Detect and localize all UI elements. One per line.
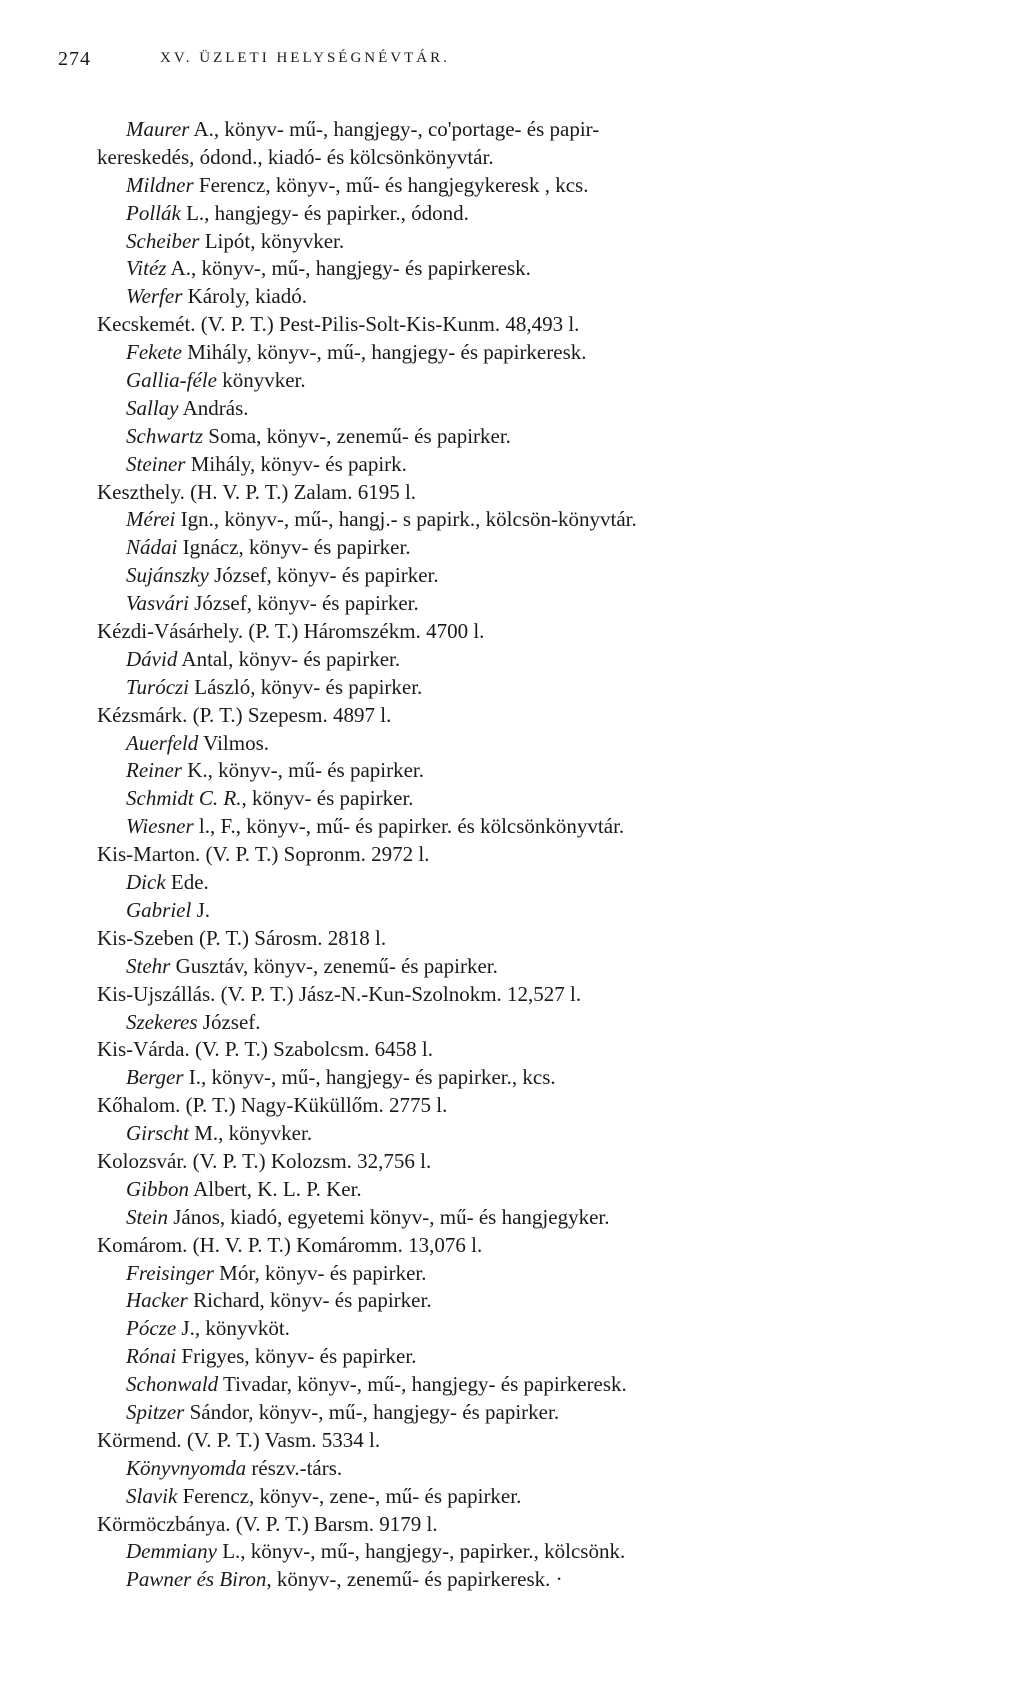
town-heading [0, 479, 1024, 507]
town-heading [0, 618, 1024, 646]
directory-entry [0, 200, 1024, 228]
entry-text: K., könyv-, mű- és papirker. [181, 758, 425, 783]
running-title: XV. ÜZLETI HELYSÉGNÉVTÁR. [160, 50, 450, 66]
entry-name: Pawner és Biron [126, 1567, 267, 1592]
town-text: Kecskemét. (V. P. T.) Pest-Pilis-Solt-Kis-Kunm. 48,493 l. [97, 312, 580, 337]
directory-entry [0, 1204, 1024, 1232]
entry-name: Reiner [126, 758, 182, 783]
entry-name: Schwartz [126, 423, 204, 448]
entry-text: Ignácz, könyv- és papirker. [177, 535, 411, 560]
town-heading [0, 1036, 1024, 1064]
town-heading [0, 1511, 1024, 1539]
directory-entry [0, 730, 1024, 758]
entry-text: kereskedés, ódond., kiadó- és kölcsönkönyvtár. [97, 144, 494, 169]
entry-name: Wiesner [126, 814, 194, 839]
directory-entry [0, 255, 1024, 283]
directory-entry [0, 451, 1024, 479]
directory-entry [0, 897, 1024, 925]
entry-name: Slavik [126, 1483, 178, 1508]
directory-entry [0, 1343, 1024, 1371]
entry-text: Ign., könyv-, mű-, hangj.- s papirk., kölcsön-könyvtár. [175, 507, 637, 532]
town-heading [0, 1092, 1024, 1120]
directory-entry [0, 367, 1024, 395]
entry-text: könyvker. [216, 368, 306, 393]
directory-entry [0, 1009, 1024, 1037]
entry-text: l., F., könyv-, mű- és papirker. és kölcsönkönyvtár. [193, 814, 625, 839]
town-heading [0, 1232, 1024, 1260]
entry-text: J., könyvköt. [176, 1316, 290, 1341]
entry-name: Könyvnyomda [126, 1455, 247, 1480]
entry-name: Sallay [126, 395, 179, 420]
directory-entry [0, 953, 1024, 981]
directory-entry [0, 785, 1024, 813]
directory-entry [0, 869, 1024, 897]
entry-name: Schonwald [126, 1372, 219, 1397]
directory-entry [0, 228, 1024, 256]
entry-name: Fekete [126, 340, 182, 365]
entry-text: József, könyv- és papirker. [208, 563, 439, 588]
entry-text: A., könyv-, mű-, hangjegy- és papirkeresk. [166, 256, 531, 281]
entry-text: András. [178, 395, 249, 420]
entry-name: Gabriel [126, 897, 192, 922]
entry-text: Károly, kiadó. [182, 284, 307, 309]
directory-entry [0, 1371, 1024, 1399]
entry-name: Gibbon [126, 1176, 189, 1201]
entry-text: részv.-társ. [246, 1455, 343, 1480]
entry-name: Mildner [126, 172, 194, 197]
entry-text: Lipót, könyvker. [199, 228, 345, 253]
directory-entry [0, 423, 1024, 451]
directory-entry [0, 1176, 1024, 1204]
directory-entry [0, 172, 1024, 200]
entry-text: Mihály, könyv-, mű-, hangjegy- és papirkeresk. [181, 340, 587, 365]
entry-text: Richard, könyv- és papirker. [187, 1288, 432, 1313]
entry-continuation [0, 144, 1024, 172]
entry-name: Spitzer [126, 1399, 185, 1424]
directory-entry [0, 590, 1024, 618]
entry-text: Mór, könyv- és papirker. [213, 1260, 427, 1285]
page-header [58, 42, 964, 74]
directory-entry [0, 1483, 1024, 1511]
entry-name: Berger [126, 1065, 184, 1090]
page-number: 274 [58, 48, 91, 70]
town-text: Kolozsvár. (V. P. T.) Kolozsm. 32,756 l. [97, 1148, 432, 1173]
directory-entry [0, 562, 1024, 590]
entry-name: Werfer [126, 284, 183, 309]
entry-text: János, kiadó, egyetemi könyv-, mű- és hangjegyker. [168, 1204, 610, 1229]
entry-text: Soma, könyv-, zenemű- és papirker. [203, 423, 511, 448]
directory-entry [0, 1566, 1024, 1594]
town-heading [0, 311, 1024, 339]
town-text: Keszthely. (H. V. P. T.) Zalam. 6195 l. [97, 479, 417, 504]
entry-name: Steiner [126, 451, 186, 476]
town-text: Kis-Várda. (V. P. T.) Szabolcsm. 6458 l. [97, 1037, 433, 1062]
directory-entry [0, 1315, 1024, 1343]
town-text: Kőhalom. (P. T.) Nagy-Küküllőm. 2775 l. [97, 1093, 448, 1118]
town-text: Kézdi-Vásárhely. (P. T.) Háromszékm. 4700 l. [97, 619, 485, 644]
directory-entry [0, 757, 1024, 785]
entry-text: Albert, K. L. P. Ker. [189, 1176, 362, 1201]
entry-text: Tivadar, könyv-, mű-, hangjegy- és papirkeresk. [218, 1372, 627, 1397]
directory-entry [0, 813, 1024, 841]
directory-entry [0, 1260, 1024, 1288]
entry-name: Auerfeld [126, 730, 199, 755]
town-heading [0, 702, 1024, 730]
entry-text: M., könyvker. [189, 1121, 313, 1146]
entry-name: Turóczi [126, 674, 190, 699]
entry-name: Stehr [126, 953, 171, 978]
town-text: Körmend. (V. P. T.) Vasm. 5334 l. [97, 1427, 381, 1452]
town-text: Kézsmárk. (P. T.) Szepesm. 4897 l. [97, 702, 392, 727]
entry-name: Hacker [126, 1288, 188, 1313]
town-heading [0, 841, 1024, 869]
entry-text: Vilmos. [198, 730, 270, 755]
entry-name: Schmidt C. R. [126, 786, 242, 811]
directory-entry [0, 1538, 1024, 1566]
entry-text: J. [191, 897, 211, 922]
entry-text: Frigyes, könyv- és papirker. [176, 1344, 417, 1369]
entry-text: Gusztáv, könyv-, zenemű- és papirker. [170, 953, 498, 978]
entry-text: L., könyv-, mű-, hangjegy-, papirker., kölcsönk. [216, 1539, 626, 1564]
town-text: Körmöczbánya. (V. P. T.) Barsm. 9179 l. [97, 1511, 438, 1536]
entry-text: Ede. [165, 870, 209, 895]
entry-name: Stein [126, 1204, 168, 1229]
entry-name: Scheiber [126, 228, 200, 253]
entry-text: Sándor, könyv-, mű-, hangjegy- és papirker. [184, 1399, 560, 1424]
directory-entry [0, 339, 1024, 367]
town-heading [0, 981, 1024, 1009]
entry-name: Vitéz [126, 256, 167, 281]
directory-entry [0, 116, 1024, 144]
directory-entry [0, 1120, 1024, 1148]
entry-name: Sujánszky [126, 563, 209, 588]
entry-text: Antal, könyv- és papirker. [177, 646, 401, 671]
entry-name: Mérei [126, 507, 176, 532]
entry-name: Nádai [126, 535, 178, 560]
directory-entry [0, 534, 1024, 562]
entry-text: , könyv-, zenemű- és papirkeresk. · [266, 1567, 563, 1592]
entry-text: József. [197, 1009, 261, 1034]
entry-name: Pollák [126, 200, 181, 225]
entry-text: József, könyv- és papirker. [189, 591, 419, 616]
directory-entry [0, 646, 1024, 674]
entry-name: Dick [126, 870, 166, 895]
entry-name: Vasvári [126, 591, 189, 616]
town-heading [0, 1148, 1024, 1176]
directory-entry [0, 1064, 1024, 1092]
entry-text: A., könyv- mű-, hangjegy-, co'portage- és papir- [189, 117, 600, 141]
directory-listing [0, 116, 1024, 1594]
entry-text: L., hangjegy- és papirker., ódond. [180, 200, 469, 225]
town-text: Komárom. (H. V. P. T.) Komáromm. 13,076 l. [97, 1232, 483, 1257]
directory-entry [0, 674, 1024, 702]
town-text: Kis-Ujszállás. (V. P. T.) Jász-N.-Kun-Szolnokm. 12,527 l. [97, 981, 582, 1006]
entry-name: Girscht [126, 1121, 189, 1146]
entry-name: Gallia-féle [126, 368, 217, 393]
town-heading [0, 1427, 1024, 1455]
entry-name: Freisinger [126, 1260, 214, 1285]
entry-name: Szekeres [126, 1009, 198, 1034]
entry-name: Pócze [126, 1316, 177, 1341]
directory-entry [0, 1399, 1024, 1427]
entry-text: I., könyv-, mű-, hangjegy- és papirker., kcs. [183, 1065, 556, 1090]
entry-text: László, könyv- és papirker. [189, 674, 423, 699]
town-heading [0, 925, 1024, 953]
entry-name: Maurer [126, 117, 190, 141]
entry-name: Dávid [126, 646, 178, 671]
directory-entry [0, 283, 1024, 311]
entry-text: Mihály, könyv- és papirk. [185, 451, 407, 476]
town-text: Kis-Szeben (P. T.) Sárosm. 2818 l. [97, 925, 387, 950]
directory-entry [0, 506, 1024, 534]
directory-entry [0, 1287, 1024, 1315]
entry-name: Rónai [126, 1344, 177, 1369]
town-text: Kis-Marton. (V. P. T.) Sopronm. 2972 l. [97, 842, 430, 867]
entry-text: Ferencz, könyv-, mű- és hangjegykeresk , kcs. [193, 172, 589, 197]
entry-name: Demmiany [126, 1539, 217, 1564]
directory-entry [0, 1455, 1024, 1483]
entry-text: Ferencz, könyv-, zene-, mű- és papirker. [177, 1483, 522, 1508]
directory-entry [0, 395, 1024, 423]
entry-text: , könyv- és papirker. [241, 786, 414, 811]
